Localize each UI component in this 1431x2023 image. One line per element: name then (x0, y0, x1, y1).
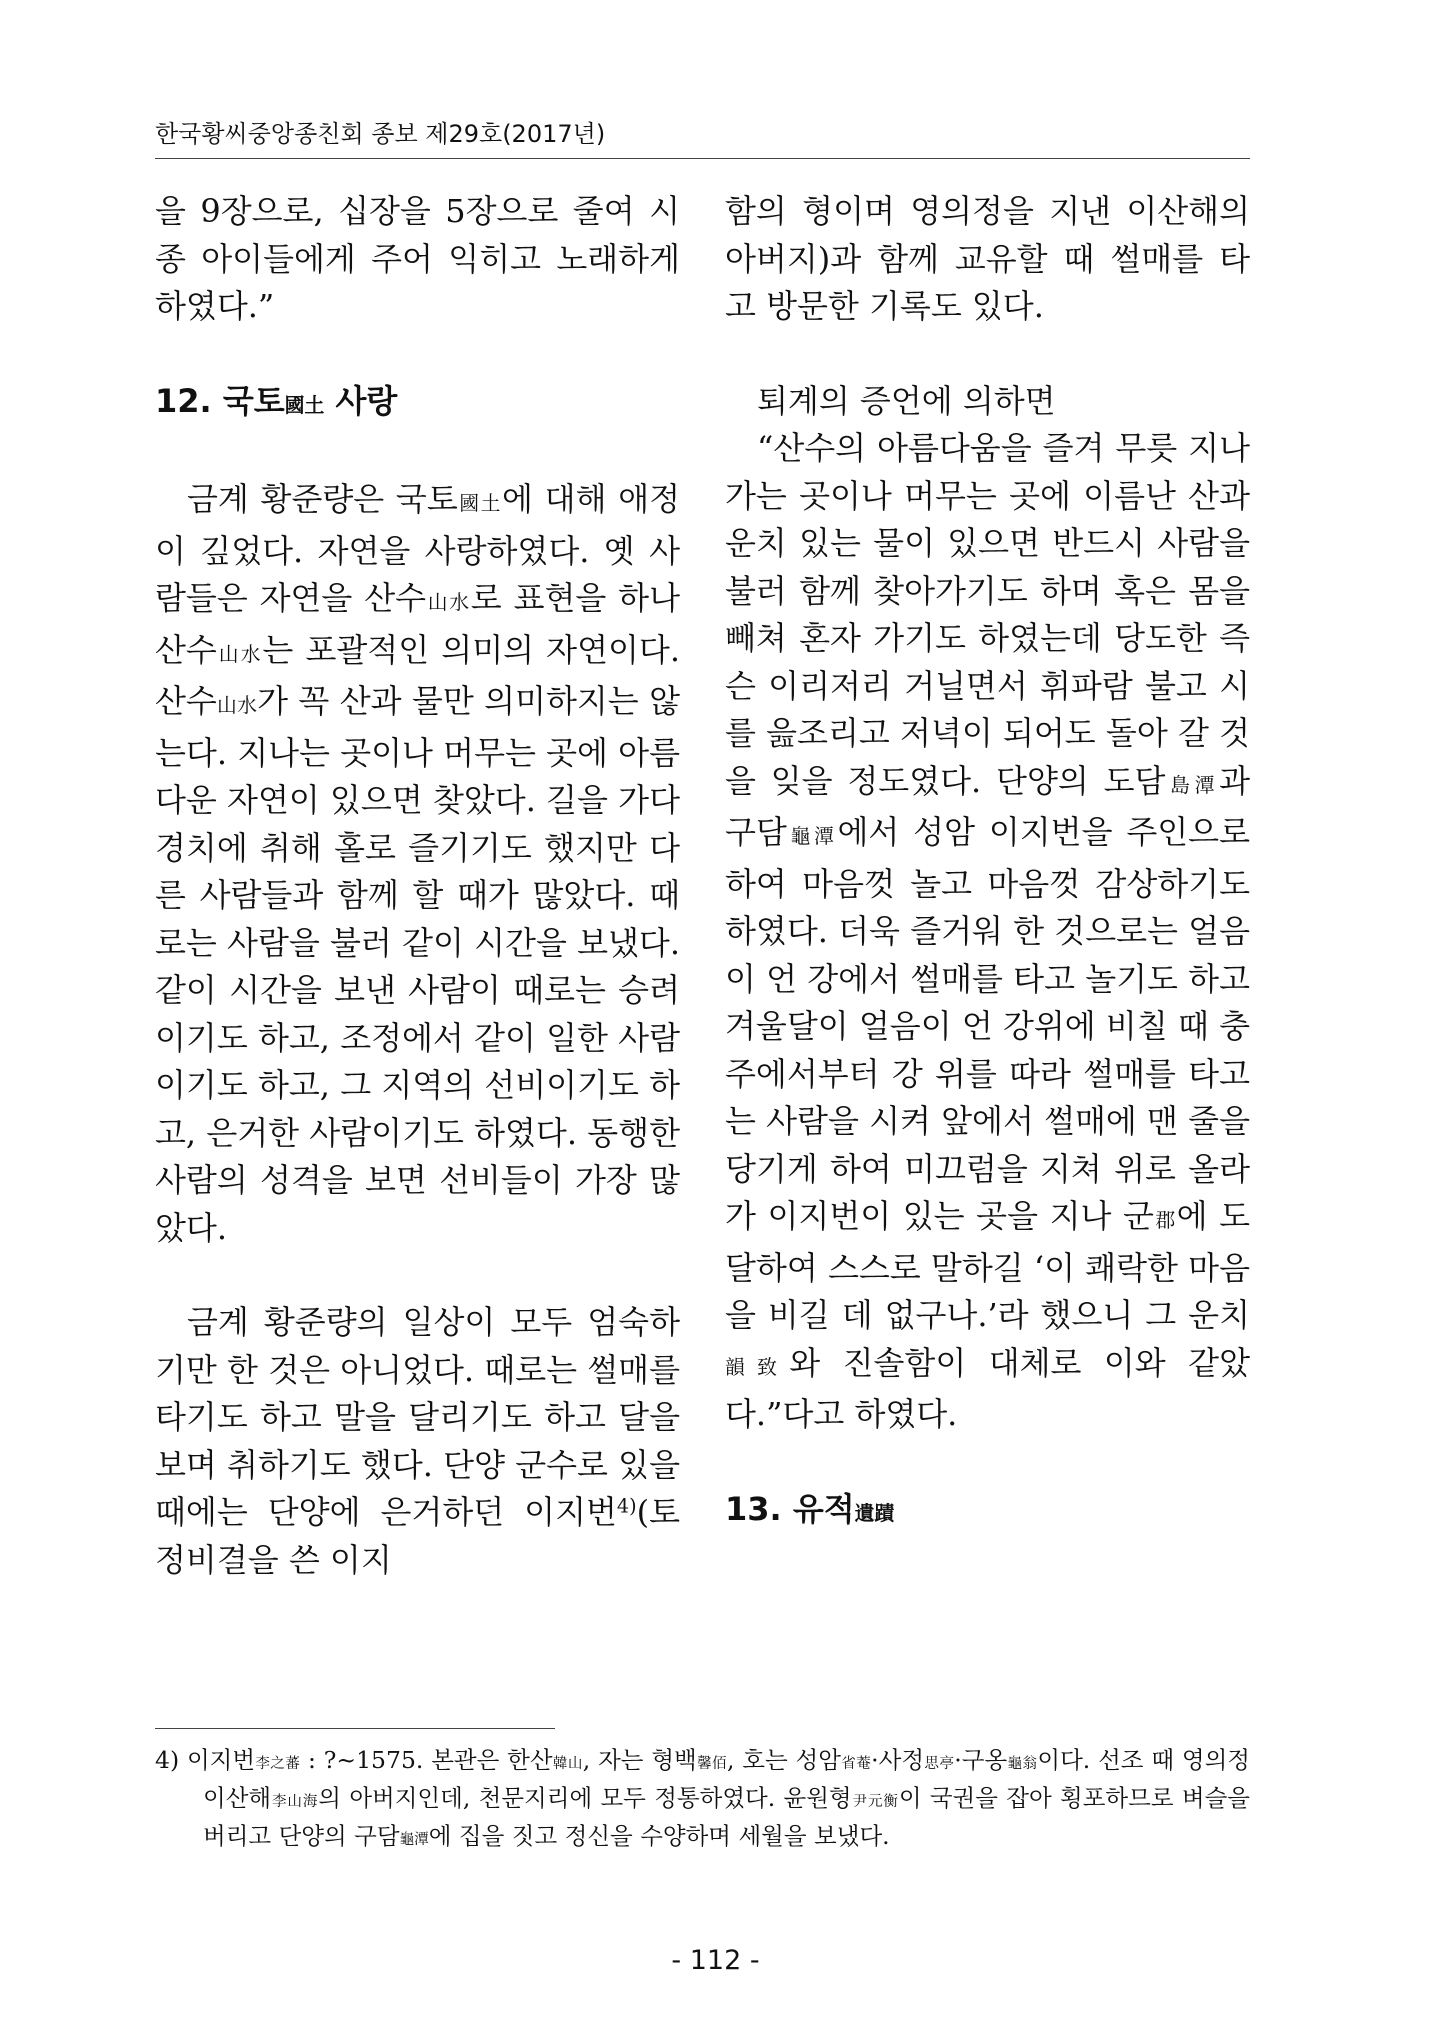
section-13-heading (725, 1486, 1250, 1538)
section-12-label: 12. 국토 (155, 381, 285, 420)
paragraph-continuation: 을 9장으로, 십장을 5장으로 줄여 시종 아이들에게 주어 익히고 노래하게 하였다.” (155, 192, 680, 325)
section-12-heading (155, 378, 680, 430)
section-12-hanja: 國土 (284, 393, 325, 417)
paragraph-continuation-right: 함의 형이며 영의정을 지낸 이산해의 아버지)과 함께 교유할 때 썰매를 타고 방문한 기록도 있다. (725, 192, 1250, 325)
section-13-label: 13. 유적 (725, 1489, 855, 1528)
header-divider (155, 158, 1250, 159)
section-12-title: 사랑 (324, 381, 398, 420)
right-column (725, 188, 1250, 1537)
page-number: - 112 - (671, 1945, 760, 1976)
paragraph-daily-life: 금계 황준량의 일상이 모두 엄숙하기만 한 것은 아니었다. 때로는 썰매를 타기도 하고 말을 달리기도 하고 달을 보며 취하기도 했다. 단양 군수로 있을 때에는 단양에 은거하던 이지번$^{4)}$(토정비결을 쓴 이지 (155, 1303, 680, 1579)
footnote-divider (155, 1728, 555, 1729)
left-column (155, 188, 680, 1584)
paragraph-toegye-quote: “산수의 아름다움을 즐겨 무릇 지나가는 곳이나 머무는 곳에 이름난 산과 운치 있는 물이 있으면 반드시 사람을 불러 함께 찾아가기도 하며 혹은 몸을 빼쳐 혼자 가기도 하였는데 당도한 즉슨 이리저리 거닐면서 휘파람 불고 시를 읊조리고 저녁이 되어도 돌아 갈 것을 잊을 정도였다. 단양의 도담島潭과 구담龜潭에서 성암 이지번을 주인으로 하여 마음껏 놀고 마음껏 감상하기도 하였다. 더욱 즐거워 한 것으로는 얼음이 언 강에서 썰매를 타고 놀기도 하고 겨울달이 얼음이 언 강위에 비칠 때 충주에서부터 강 위를 따라 썰매를 타고는 사람을 시켜 앞에서 썰매에 맨 줄을 당기게 하여 미끄럼을 지쳐 위로 올라가 이지번이 있는 곳을 지나 군郡에 도달하여 스스로 말하길 ‘이 쾌락한 마음을 비길 데 없구나.’라 했으니 그 운치韻致와 진솔함이 대체로 이와 같았다.”다고 하였다. (725, 429, 1251, 1433)
paragraph-toegye-intro: 퇴계의 증언에 의하면 (757, 381, 1056, 420)
section-13-hanja: 遺蹟 (854, 1501, 895, 1525)
footnote-ref-4[interactable]: 4) (616, 1494, 637, 1518)
journal-header: 한국황씨중앙종친회 종보 제29호(2017년) (155, 120, 606, 148)
footnote-4: 4) 이지번李之蕃 : ?~1575. 본관은 한산韓山, 자는 형백馨佰, 호는 성암省菴·사정思亭·구옹龜翁이다. 선조 때 영의정 이산해李山海의 아버지인데, 천문지리에 모두 정통하였다. 윤원형尹元衡이 국권을 잡아 횡포하므로 벼슬을 버리고 단양의 구담龜潭에 집을 짓고 정신을 수양하며 세월을 보냈다. (155, 1746, 1250, 1850)
paragraph-love-of-nature: 금계 황준량은 국토國土에 대해 애정이 깊었다. 자연을 사랑하였다. 옛 사람들은 자연을 산수山水로 표현을 하나 산수山水는 포괄적인 의미의 자연이다. 산수山水가 꼭 산과 물만 의미하지는 않는다. 지나는 곳이나 머무는 곳에 아름다운 자연이 있으면 찾았다. 길을 가다 경치에 취해 홀로 즐기기도 했지만 다른 사람들과 함께 할 때가 많았다. 때로는 사람을 불러 같이 시간을 보냈다. 같이 시간을 보낸 사람이 때로는 승려이기도 하고, 조정에서 같이 일한 사람이기도 하고, 그 지역의 선비이기도 하고, 은거한 사람이기도 하였다. 동행한 사람의 성격을 보면 선비들이 가장 많았다. (155, 480, 681, 1247)
